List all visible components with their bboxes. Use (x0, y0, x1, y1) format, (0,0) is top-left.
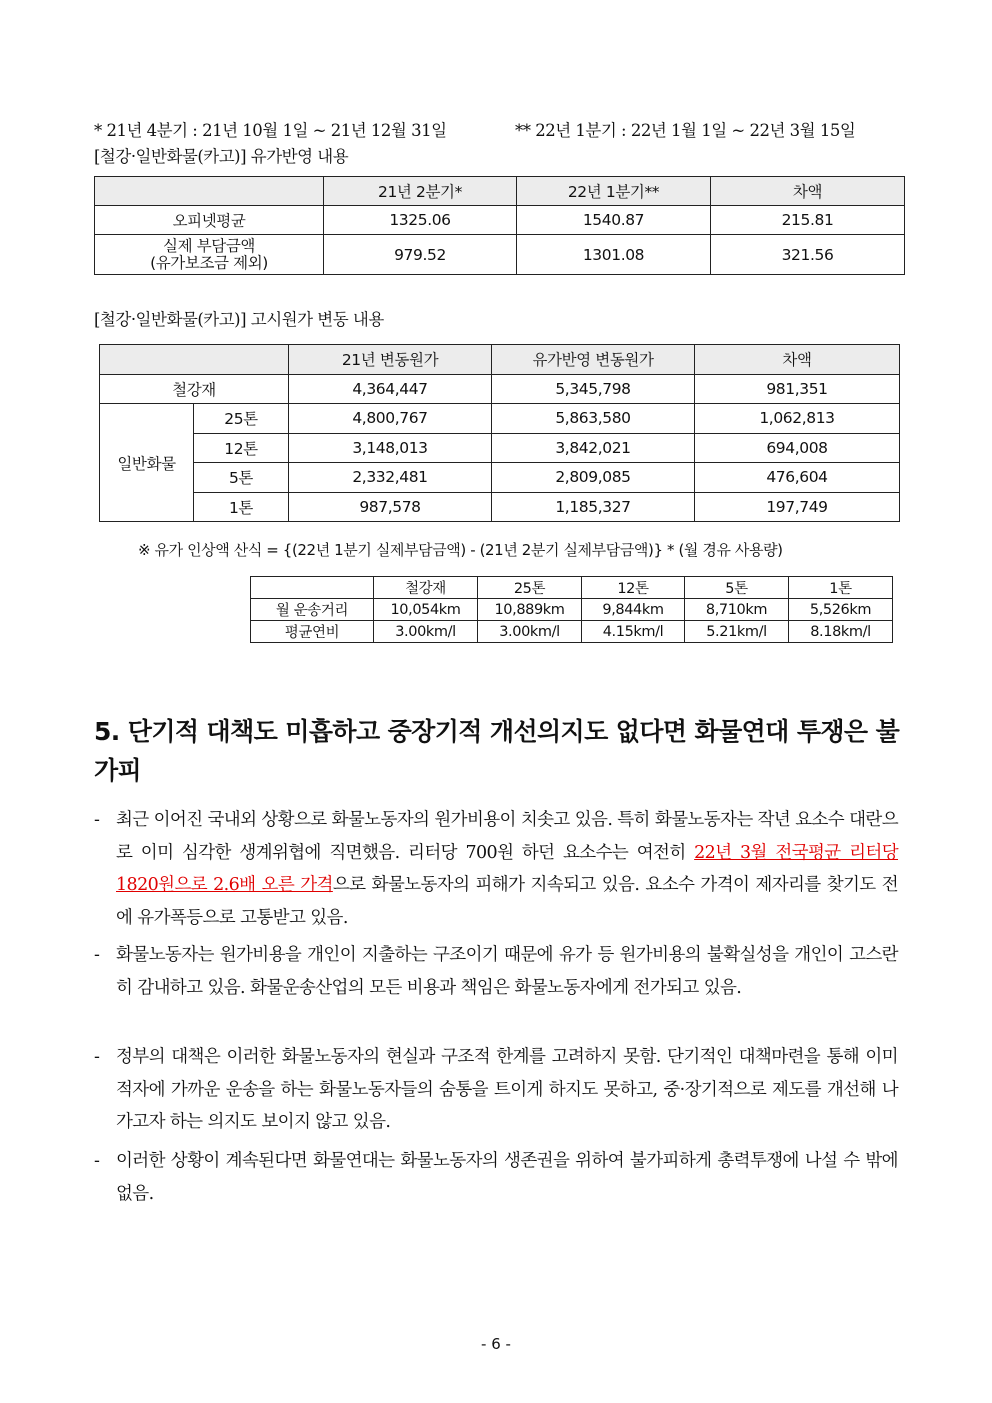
table-cell: 2,332,481 (289, 463, 492, 493)
table-cell: 5.21km/l (685, 621, 789, 643)
table-row (251, 621, 893, 643)
table-cell: 4,364,447 (289, 374, 492, 404)
bullet-dash: - (94, 945, 100, 965)
table-cell: 10,054km (374, 599, 478, 621)
row-label-line2: (유가보조금 제외) (150, 253, 268, 272)
table3-header-1t: 1톤 (789, 577, 893, 599)
row-label-steel: 철강재 (100, 374, 289, 404)
quarter-note-q4: * 21년 4분기 : 21년 10월 1일 ~ 21년 12월 31일 (94, 121, 447, 140)
table-cell: 981,351 (695, 374, 900, 404)
quarter-note-q1: ** 22년 1분기 : 22년 1월 1일 ~ 22년 3월 15일 (515, 121, 856, 140)
table-cell: 1540.87 (517, 206, 711, 235)
table1-header-diff: 차액 (711, 177, 905, 206)
table1-header-blank (95, 177, 324, 206)
row-label: 12톤 (194, 433, 289, 463)
bullet-dash: - (94, 1047, 100, 1067)
highlighted-price-text: 22년 3월 전국평균 리터당 1820원으로 2.6배 오른 가격 (116, 842, 898, 895)
bullet-paragraph-2: 화물노동자는 원가비용을 개인이 지출하는 구조이기 때문에 유가 등 원가비용의 불확실성을 개인이 고스란히 감내하고 있음. 화물운송산업의 모든 비용과 책임은 화물노동자에게 전가되고 있음. (116, 945, 898, 998)
row-label: 월 운송거리 (251, 599, 374, 621)
row-label-line1: 실제 부담금액 (163, 236, 255, 255)
table-cell: 4.15km/l (582, 621, 685, 643)
table-cell: 3.00km/l (374, 621, 478, 643)
table-cell: 1,062,813 (695, 404, 900, 434)
table-row (100, 404, 900, 434)
table-row (100, 463, 900, 493)
bullet-paragraph-1 (116, 804, 898, 934)
table3-header-12t: 12톤 (582, 577, 685, 599)
section-heading: 5. 단기적 대책도 미흡하고 중장기적 개선의지도 없다면 화물연대 투쟁은 불가피 (94, 717, 900, 785)
table-cell: 3,148,013 (289, 433, 492, 463)
table-cell: 215.81 (711, 206, 905, 235)
table-cell: 10,889km (478, 599, 582, 621)
row-label: 1톤 (194, 492, 289, 522)
table-cell: 4,800,767 (289, 404, 492, 434)
table3-header-steel: 철강재 (374, 577, 478, 599)
table-cell: 979.52 (324, 235, 517, 275)
page-number: - 6 - (481, 1335, 511, 1353)
table3-header-25t: 25톤 (478, 577, 582, 599)
table2-header-diff: 차액 (695, 345, 900, 375)
table-cell: 476,604 (695, 463, 900, 493)
table-cell: 1325.06 (324, 206, 517, 235)
table-row (100, 433, 900, 463)
table-row (100, 492, 900, 522)
table-cell: 694,008 (695, 433, 900, 463)
row-group-general: 일반화물 (100, 404, 194, 522)
table-cell: 5,863,580 (492, 404, 695, 434)
bullet-paragraph-4: 이러한 상황이 계속된다면 화물연대는 화물노동자의 생존권을 위하여 불가피하게 총력투쟁에 나설 수 밖에 없음. (116, 1151, 898, 1204)
table-cell: 9,844km (582, 599, 685, 621)
bullet-dash: - (94, 810, 100, 830)
row-label: 25톤 (194, 404, 289, 434)
table-cell: 1,185,327 (492, 492, 695, 522)
table2-caption: [철강·일반화물(카고)] 고시원가 변동 내용 (94, 310, 384, 329)
bullet-text: 으로 화물노동자의 피해가 지속되고 있음. 요소수 가격이 제자리를 찾기도 전에 유가폭등으로 고통받고 있음. (116, 875, 898, 928)
table-cell: 5,526km (789, 599, 893, 621)
row-label (95, 235, 324, 275)
row-label: 5톤 (194, 463, 289, 493)
table1-caption: [철강·일반화물(카고)] 유가반영 내용 (94, 147, 349, 166)
table2-header-21cost: 21년 변동원가 (289, 345, 492, 375)
table-row (95, 235, 905, 275)
table-row (251, 599, 893, 621)
bullet-dash: - (94, 1151, 100, 1171)
row-label: 평균연비 (251, 621, 374, 643)
table2-header-blank (100, 345, 289, 375)
table-cell: 987,578 (289, 492, 492, 522)
table-row (100, 374, 900, 404)
table-cell: 8.18km/l (789, 621, 893, 643)
table1-header-22q1: 22년 1분기** (517, 177, 711, 206)
table1-header-21q2: 21년 2분기* (324, 177, 517, 206)
distance-efficiency-table (250, 576, 893, 643)
table2-header-adjusted: 유가반영 변동원가 (492, 345, 695, 375)
table3-header-5t: 5톤 (685, 577, 789, 599)
table-cell: 5,345,798 (492, 374, 695, 404)
table-cell: 2,809,085 (492, 463, 695, 493)
table-cell: 197,749 (695, 492, 900, 522)
table-cell: 3,842,021 (492, 433, 695, 463)
bullet-paragraph-3: 정부의 대책은 이러한 화물노동자의 현실과 구조적 한계를 고려하지 못함. 단기적인 대책마련을 통해 이미 적자에 가까운 운송을 하는 화물노동자들의 숨통을 트이게 하지도 못하고, 중·장기적으로 제도를 개선해 나가고자 하는 의지도 보이지 않고 있음. (116, 1047, 898, 1132)
row-label: 오피넷평균 (95, 206, 324, 235)
table-cell: 321.56 (711, 235, 905, 275)
fuel-price-table (94, 176, 905, 275)
fuel-formula-note: ※ 유가 인상액 산식 = {(22년 1분기 실제부담금액) - (21년 2분기 실제부담금액)} * (월 경유 사용량) (138, 541, 783, 559)
variable-cost-table (99, 344, 900, 522)
table-cell: 3.00km/l (478, 621, 582, 643)
table-row (95, 206, 905, 235)
table-cell: 8,710km (685, 599, 789, 621)
bullet-text: 최근 이어진 국내외 상황으로 화물노동자의 원가비용이 치솟고 있음. 특히 화물노동자는 작년 요소수 대란으로 이미 심각한 생계위협에 직면했음. 리터당 700원 하던 요소수는 여전히 (116, 810, 898, 863)
table-cell: 1301.08 (517, 235, 711, 275)
table3-header-blank (251, 577, 374, 599)
